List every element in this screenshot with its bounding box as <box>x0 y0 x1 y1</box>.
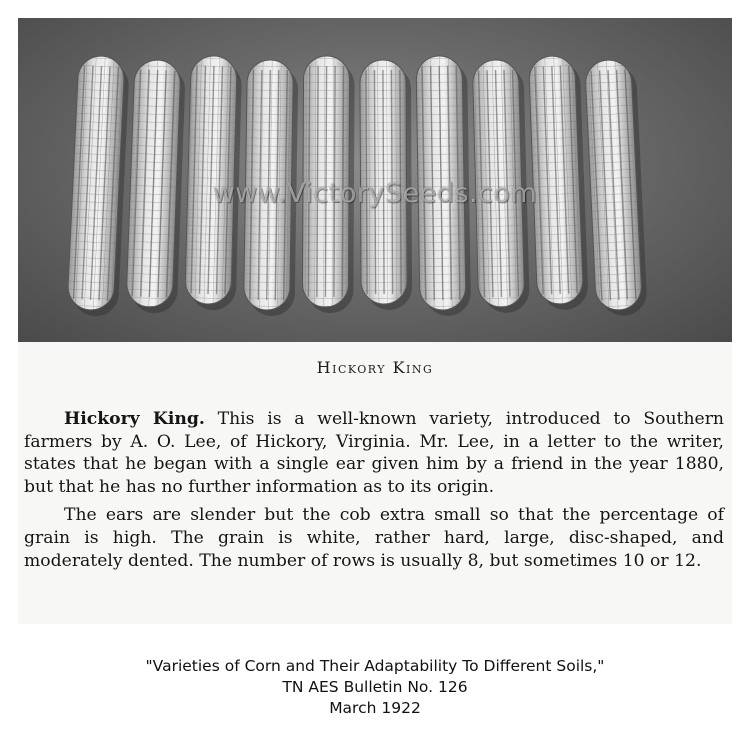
citation-date: March 1922 <box>329 699 421 717</box>
corn-photo <box>18 18 732 342</box>
variety-name: Hickory King. <box>64 409 205 429</box>
paragraph-1 <box>24 408 724 498</box>
paragraph-2: The ears are slender but the cob extra small so that the percentage of grain is high. The grain is white, rather hard, large, disc-shaped, and moderately dented. The number of rows is usually 8, but sometimes 10 or 12. <box>24 505 724 571</box>
watermark: www.VictorySeeds.com <box>212 178 538 209</box>
photo-caption: Hickory King <box>316 358 434 377</box>
article-text <box>24 408 724 572</box>
citation <box>0 656 750 719</box>
paragraph-1-text: This is a well-known variety, introduced to Southern farmers by A. O. Lee, of Hickory, Virginia. Mr. Lee, in a letter to the writer, states that he began with a single ear given him by a friend in the year 1880, but that he has no further information as to its origin. <box>24 409 724 497</box>
citation-bulletin: TN AES Bulletin No. 126 <box>282 678 468 696</box>
citation-title: "Varieties of Corn and Their Adaptability To Different Soils," <box>145 657 605 675</box>
